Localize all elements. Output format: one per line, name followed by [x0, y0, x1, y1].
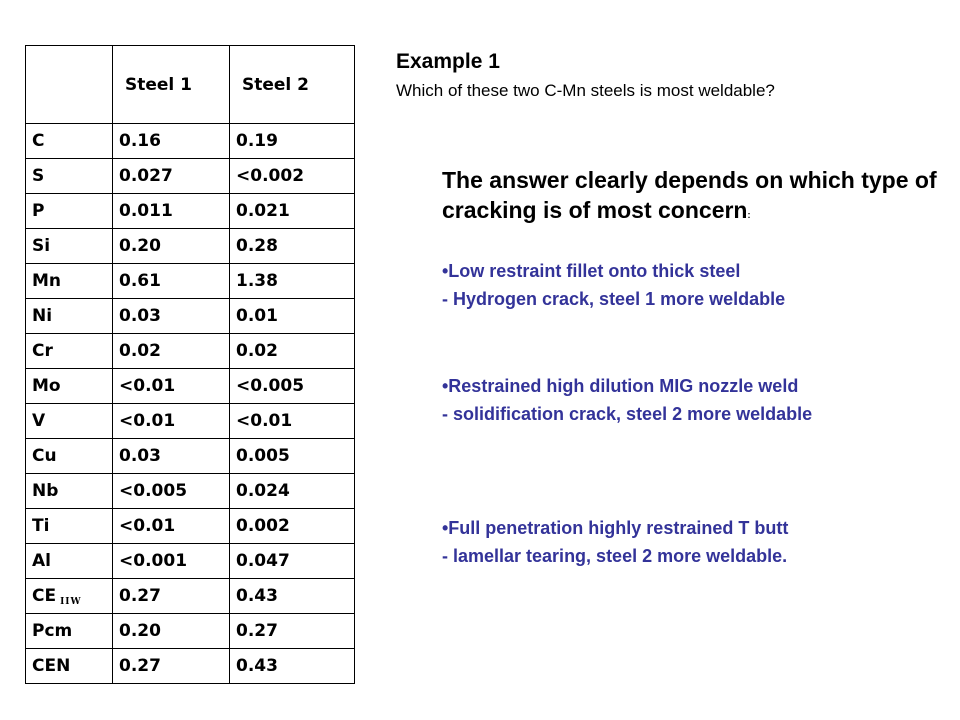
- steel-1-value: <0.01: [113, 509, 230, 544]
- steel-2-value: 0.43: [230, 649, 355, 684]
- element-label: [26, 229, 113, 264]
- bullet-lamellar-tearing: [442, 514, 942, 570]
- steel-2-value: 0.28: [230, 229, 355, 264]
- steel-1-value: 0.20: [113, 229, 230, 264]
- table-row: [26, 159, 355, 194]
- element-subscript: IIW: [60, 596, 82, 607]
- table-row: [26, 474, 355, 509]
- element-name: Nb: [32, 481, 59, 501]
- bullet-line: - lamellar tearing, steel 2 more weldable.: [442, 546, 788, 566]
- steel-1-value: 0.02: [113, 334, 230, 369]
- table-row: [26, 194, 355, 229]
- table-row: [26, 614, 355, 649]
- steel-1-value: 0.16: [113, 124, 230, 159]
- steel-composition-table: [25, 45, 355, 684]
- steel-1-value: <0.005: [113, 474, 230, 509]
- table-body: [26, 124, 355, 684]
- answer-text: The answer clearly depends on which type of cracking is of most concern: [442, 167, 937, 223]
- example-title: Example 1: [396, 50, 500, 73]
- steel-2-value: 0.43: [230, 579, 355, 614]
- element-name: Al: [32, 551, 51, 571]
- element-name: Cu: [32, 446, 57, 466]
- element-name: Mn: [32, 271, 62, 291]
- steel-1-value: <0.01: [113, 404, 230, 439]
- bullet-line: •Full penetration highly restrained T butt: [442, 518, 789, 538]
- steel-1-value: 0.027: [113, 159, 230, 194]
- answer-suffix: :: [747, 210, 751, 220]
- bullet-line: - Hydrogen crack, steel 1 more weldable: [442, 289, 786, 309]
- table-row: [26, 439, 355, 474]
- element-name: Ti: [32, 516, 50, 536]
- table-row: [26, 264, 355, 299]
- bullet-line: •Restrained high dilution MIG nozzle weld: [442, 376, 799, 396]
- element-name: C: [32, 131, 45, 151]
- element-name: Ni: [32, 306, 53, 326]
- steel-2-value: 0.27: [230, 614, 355, 649]
- table-row: [26, 334, 355, 369]
- steel-2-value: 0.047: [230, 544, 355, 579]
- steel-2-value: 0.02: [230, 334, 355, 369]
- element-label: [26, 439, 113, 474]
- header-steel-2: Steel 2: [230, 46, 355, 124]
- steel-1-value: 0.03: [113, 299, 230, 334]
- steel-2-value: 0.002: [230, 509, 355, 544]
- element-label: [26, 474, 113, 509]
- element-label: [26, 649, 113, 684]
- example-question: Which of these two C-Mn steels is most weldable?: [396, 81, 775, 100]
- element-name: Mo: [32, 376, 61, 396]
- bullet-line: •Low restraint fillet onto thick steel: [442, 261, 741, 281]
- table-header-row: [26, 46, 355, 124]
- header-steel-1: Steel 1: [113, 46, 230, 124]
- element-label: [26, 124, 113, 159]
- steel-2-value: 0.005: [230, 439, 355, 474]
- table-row: [26, 404, 355, 439]
- element-label: [26, 194, 113, 229]
- element-label: [26, 404, 113, 439]
- steel-2-value: 1.38: [230, 264, 355, 299]
- steel-1-value: <0.01: [113, 369, 230, 404]
- table-row: [26, 369, 355, 404]
- steel-2-value: 0.024: [230, 474, 355, 509]
- steel-1-value: <0.001: [113, 544, 230, 579]
- table-row: [26, 124, 355, 159]
- element-label: [26, 264, 113, 299]
- element-name: S: [32, 166, 45, 186]
- element-name: Pcm: [32, 621, 73, 641]
- element-name: Cr: [32, 341, 53, 361]
- steel-2-value: <0.01: [230, 404, 355, 439]
- table-row: [26, 229, 355, 264]
- element-name: CE: [32, 585, 57, 606]
- element-label: [26, 334, 113, 369]
- element-label: [26, 299, 113, 334]
- element-label: [26, 369, 113, 404]
- steel-2-value: <0.005: [230, 369, 355, 404]
- table-row: [26, 579, 355, 614]
- element-name: P: [32, 201, 45, 221]
- table-row: [26, 299, 355, 334]
- steel-2-value: <0.002: [230, 159, 355, 194]
- element-label: [26, 509, 113, 544]
- element-label: [26, 614, 113, 649]
- table-row: [26, 649, 355, 684]
- element-label: [26, 159, 113, 194]
- table-row: [26, 544, 355, 579]
- steel-2-value: 0.01: [230, 299, 355, 334]
- steel-1-value: 0.011: [113, 194, 230, 229]
- steel-2-value: 0.19: [230, 124, 355, 159]
- answer-statement: [442, 165, 942, 230]
- element-name: Si: [32, 236, 51, 256]
- steel-1-value: 0.03: [113, 439, 230, 474]
- element-label: [26, 579, 113, 614]
- steel-1-value: 0.20: [113, 614, 230, 649]
- bullet-solidification-crack: [442, 372, 942, 428]
- bullet-hydrogen-crack: [442, 257, 942, 313]
- steel-1-value: 0.61: [113, 264, 230, 299]
- steel-2-value: 0.021: [230, 194, 355, 229]
- element-label: [26, 544, 113, 579]
- header-cell-empty: [26, 46, 113, 124]
- bullet-line: - solidification crack, steel 2 more weldable: [442, 404, 813, 424]
- steel-1-value: 0.27: [113, 579, 230, 614]
- table-row: [26, 509, 355, 544]
- element-name: CEN: [32, 656, 71, 676]
- steel-1-value: 0.27: [113, 649, 230, 684]
- element-name: V: [32, 411, 46, 431]
